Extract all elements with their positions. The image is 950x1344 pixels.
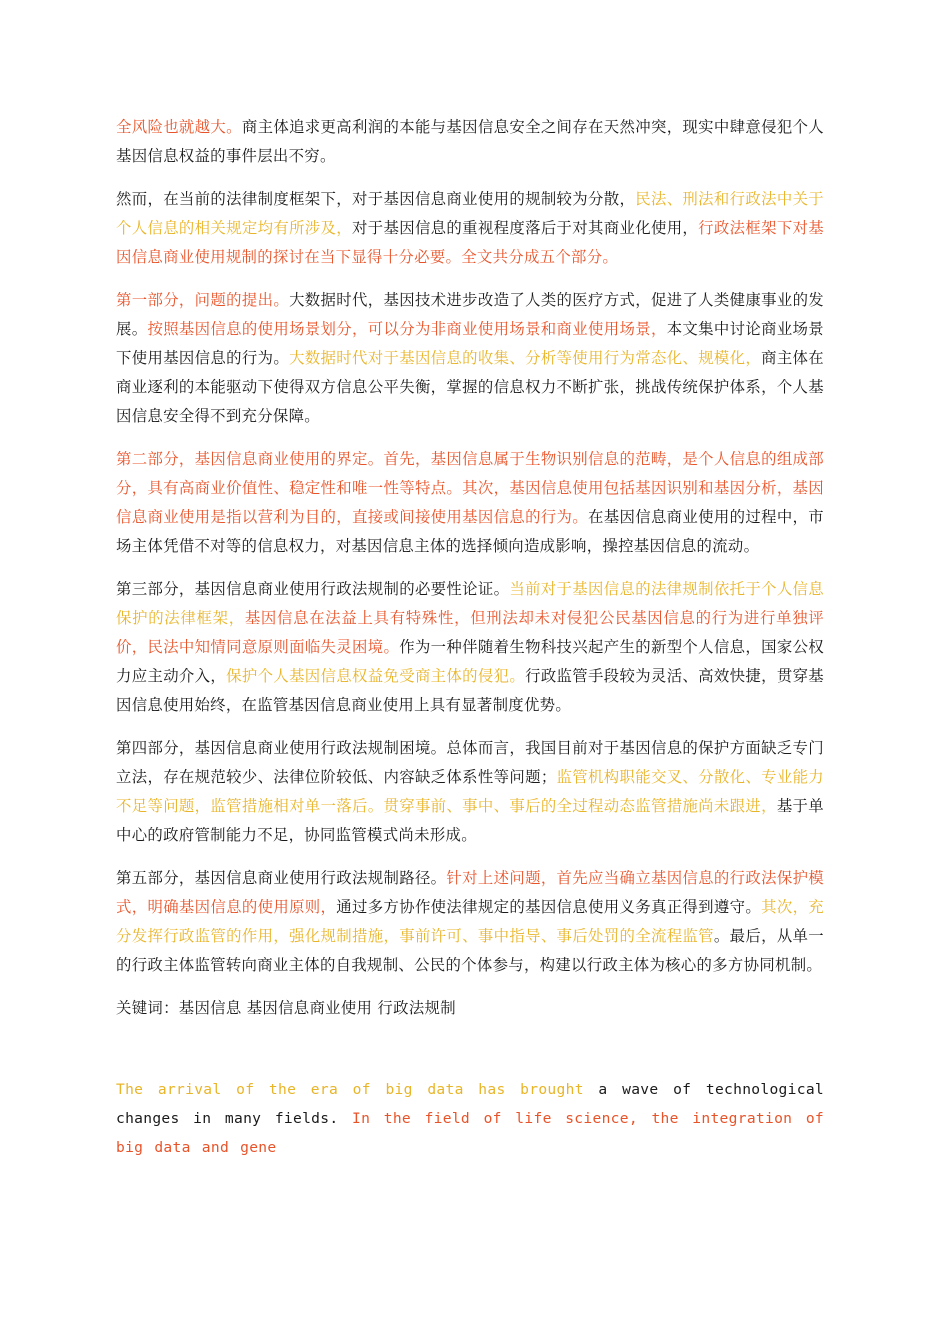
text-segment: 然而，在当前的法律制度框架下，对于基因信息商业使用的规制较为分散， — [116, 190, 636, 208]
text-segment: 基因信息在法益上具有特殊性，但刑法却未对侵犯公民基因信息的行为进行单独评价，民法中知情同意原则面临失灵困境。 — [116, 609, 824, 656]
text-segment: 按照基因信息的使用场景划分，可以分为非商业使用场景和商业使用场景， — [147, 320, 667, 338]
english-abstract — [116, 1075, 824, 1162]
text-segment: 。最后，从单一的行政主体监管转向商业主体的自我规制、公民的个体参与，构建以行政主体为核心的多方协同机制。 — [116, 927, 824, 974]
text-segment: 大数据时代，基因技术进步改造了人类的医疗方式，促进了人类健康事业的发展。 — [116, 291, 824, 338]
text-segment: 对于基因信息的重视程度落后于对其商业化使用， — [352, 219, 699, 237]
text-segment: 第四部分，基因信息商业使用行政法规制困境。总体而言，我国目前对于基因信息的保护方面缺乏专门立法，存在规范较少、法律位阶较低、内容缺乏体系性等问题； — [116, 739, 824, 786]
text-segment: 基于单中心的政府管制能力不足，协同监管模式尚未形成。 — [116, 797, 824, 844]
paragraph-7 — [116, 864, 824, 980]
document-page — [116, 113, 824, 1176]
paragraph-3 — [116, 286, 824, 431]
paragraph-1 — [116, 113, 824, 171]
paragraph-2 — [116, 185, 824, 272]
text-segment: 商主体在商业逐利的本能驱动下使得双方信息公平失衡，掌握的信息权力不断扩张，挑战传统保护体系，个人基因信息安全得不到充分保障。 — [116, 349, 824, 425]
text-segment: 行政法框架下对基因信息商业使用规制的探讨在当下显得十分必要。全文共分成五个部分。 — [116, 219, 824, 266]
text-segment: In the field of life science, the integration of big data and gene — [116, 1110, 824, 1156]
text-segment: 监管机构职能交叉、分散化、专业能力不足等问题，监管措施相对单一落后。贯穿事前、事中、事后的全过程动态监管措施尚未跟进， — [116, 768, 824, 815]
text-segment: 第二部分，基因信息商业使用的界定。首先，基因信息属于生物识别信息的范畴，是个人信息的组成部分，具有高商业价值性、稳定性和唯一性等特点。其次，基因信息使用包括基因识别和基因分析，基因信息商业使用是指以营利为目的，直接或间接使用基因信息的行为。 — [116, 450, 824, 526]
text-segment: 其次，充分发挥行政监管的作用，强化规制措施，事前许可、事中指导、事后处罚的全流程监管 — [116, 898, 825, 945]
text-segment: 第一部分，问题的提出。 — [116, 291, 290, 309]
text-segment: a wave of technological changes in many fields. — [116, 1081, 824, 1127]
text-segment: 第五部分，基因信息商业使用行政法规制路径。 — [116, 869, 447, 887]
text-segment: 全风险也就越大。 — [116, 118, 242, 136]
text-segment: 行政监管手段较为灵活、高效快捷，贯穿基因信息使用始终，在监管基因信息商业使用上具有显著制度优势。 — [116, 667, 824, 714]
text-segment: 当前对于基因信息的法律规制依托于个人信息保护的法律框架， — [116, 580, 824, 627]
text-segment: 第三部分，基因信息商业使用行政法规制的必要性论证。 — [116, 580, 510, 598]
text-segment: 在基因信息商业使用的过程中，市场主体凭借不对等的信息权力，对基因信息主体的选择倾向造成影响，操控基因信息的流动。 — [116, 508, 824, 555]
text-segment: 本文集中讨论商业场景下使用基因信息的行为。 — [116, 320, 824, 367]
text-segment: 保护个人基因信息权益免受商主体的侵犯。 — [226, 667, 526, 685]
text-segment: 民法、刑法和行政法中关于个人信息的相关规定均有所涉及， — [116, 190, 824, 237]
text-segment: 大数据时代对于基因信息的收集、分析等使用行为常态化、规模化， — [289, 349, 762, 367]
paragraph-5 — [116, 575, 824, 720]
paragraph-4 — [116, 445, 824, 561]
text-segment: 商主体追求更高利润的本能与基因信息安全之间存在天然冲突，现实中肆意侵犯个人基因信息权益的事件层出不穷。 — [116, 118, 824, 165]
keywords-line: 关键词：基因信息 基因信息商业使用 行政法规制 — [116, 999, 456, 1017]
paragraph-6 — [116, 734, 824, 850]
text-segment: 通过多方协作使法律规定的基因信息使用义务真正得到遵守。 — [336, 898, 762, 916]
text-segment: 针对上述问题，首先应当确立基因信息的行政法保护模式，明确基因信息的使用原则， — [116, 869, 824, 916]
text-segment: 作为一种伴随着生物科技兴起产生的新型个人信息，国家公权力应主动介入， — [116, 638, 824, 685]
text-segment: The arrival of the era of big data has brought — [116, 1081, 584, 1098]
